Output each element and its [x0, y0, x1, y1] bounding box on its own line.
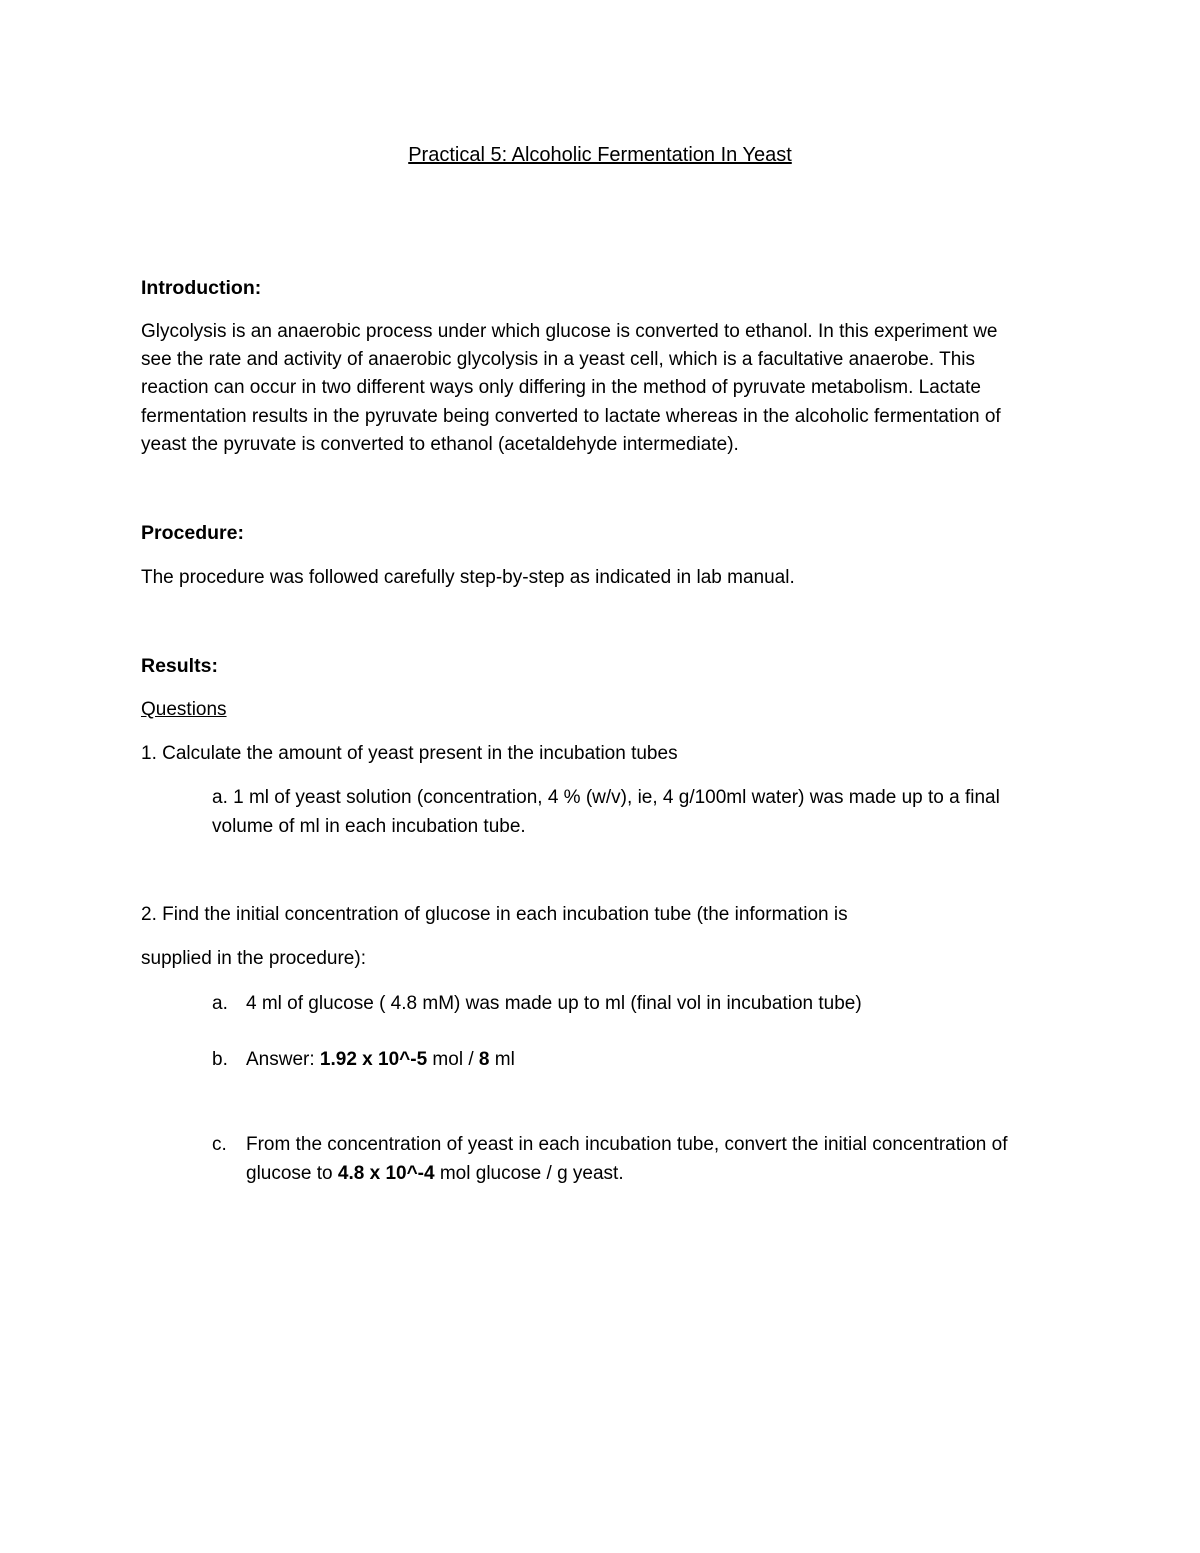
document-title: Practical 5: Alcoholic Fermentation In Yeast [408, 144, 792, 166]
answer-suffix: ml [489, 1049, 515, 1070]
introduction-line: reaction can occur in two different ways only differing in the method of pyruvate metabolism. Lactate [141, 377, 981, 398]
introduction-line: see the rate and activity of anaerobic glycolysis in a yeast cell, which is a facultative anaerobe. This [141, 349, 975, 370]
results-heading: Results: [141, 655, 218, 677]
c-suffix: mol glucose / g yeast. [434, 1163, 624, 1184]
introduction-heading: Introduction: [141, 277, 262, 299]
c-prefix: glucose to [246, 1163, 338, 1184]
question-2c-line2 [246, 1160, 624, 1188]
answer-value: 1.92 x 10^-5 [319, 1049, 428, 1070]
question-2b-answer [246, 1046, 515, 1074]
introduction-line: yeast the pyruvate is converted to ethanol (acetaldehyde intermediate). [141, 434, 739, 455]
question-2-line1: 2. Find the initial concentration of glucose in each incubation tube (the information is [141, 904, 848, 925]
question-1a-line1: a. 1 ml of yeast solution (concentration, 4 % (w/v), ie, 4 g/100ml water) was made up to a final [212, 787, 1000, 808]
question-2a-text: 4 ml of glucose ( 4.8 mM) was made up to ml (final vol in incubation tube) [246, 993, 862, 1014]
question-2c-line1: From the concentration of yeast in each incubation tube, convert the initial concentration of [246, 1134, 1008, 1155]
question-2-line2: supplied in the procedure): [141, 948, 366, 969]
questions-label: Questions [141, 699, 227, 720]
question-1a-line2: volume of ml in each incubation tube. [212, 816, 526, 837]
procedure-heading: Procedure: [141, 522, 244, 544]
procedure-text: The procedure was followed carefully step-by-step as indicated in lab manual. [141, 567, 795, 588]
c-value: 4.8 x 10^-4 [337, 1163, 435, 1184]
introduction-line: fermentation results in the pyruvate being converted to lactate whereas in the alcoholic fermentation of [141, 406, 1001, 427]
answer-prefix: Answer: [246, 1049, 320, 1070]
introduction-line: Glycolysis is an anaerobic process under which glucose is converted to ethanol. In this experiment we [141, 321, 998, 342]
question-1: 1. Calculate the amount of yeast present in the incubation tubes [141, 743, 678, 764]
answer-volume: 8 [478, 1049, 490, 1070]
answer-unit: mol / [427, 1049, 479, 1070]
list-marker-b: b. [212, 1049, 228, 1070]
list-marker-a: a. [212, 993, 228, 1014]
list-marker-c: c. [212, 1134, 227, 1155]
